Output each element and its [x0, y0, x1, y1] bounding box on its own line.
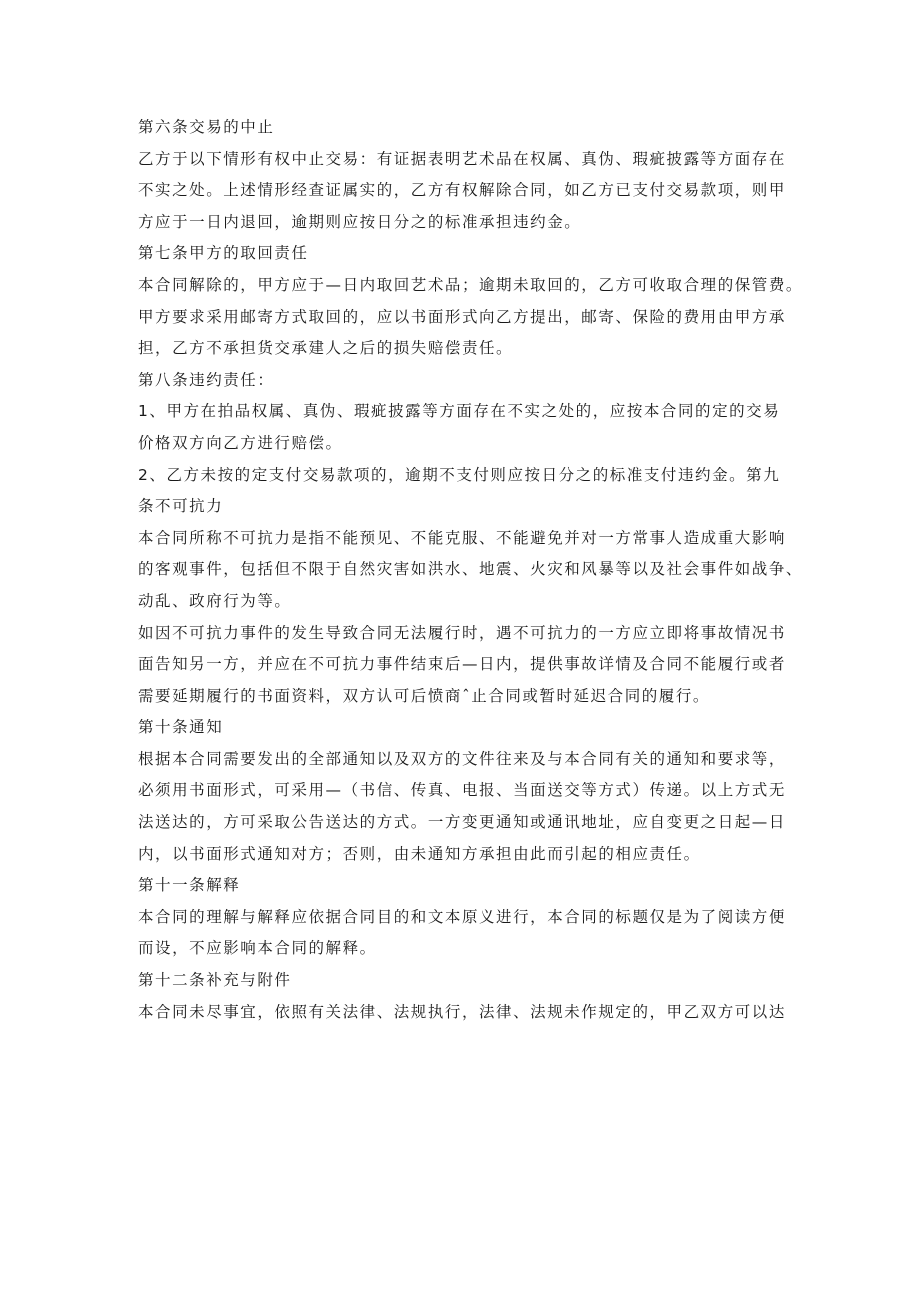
paragraph-line: 必须用书面形式，可采用—（书信、传真、电报、当面送交等方式）传递。以上方式无: [138, 781, 786, 800]
document-body: [138, 112, 803, 1028]
paragraph-line: 内，以书面形式通知对方；否则，由未通知方承担由此而引起的相应责任。: [138, 844, 701, 863]
paragraph-line: 需要延期履行的书面资料，双方认可后愤商ˆ止合同或暂时延迟合同的履行。: [138, 686, 710, 705]
paragraph-line: 的客观事件，包括但不限于自然灾害如洪水、地震、火灾和风暴等以及社会事件如战争、: [138, 560, 803, 579]
paragraph-line: 担，乙方不承担货交承建人之后的损失赔偿责任。: [138, 339, 514, 358]
paragraph-line: 而设，不应影响本合同的解释。: [138, 939, 377, 958]
paragraph-line: 方应于一日内退回，逾期则应按日分之的标准承担违约金。: [138, 212, 582, 231]
paragraph-line: 本合同所称不可抗力是指不能预见、不能克服、不能避免并对一方常事人造成重大影响: [138, 528, 786, 547]
paragraph-line: 条不可抗力: [138, 497, 224, 516]
paragraph-line: 根据本合同需要发出的全部通知以及双方的文件往来及与本合同有关的通知和要求等，: [138, 749, 786, 768]
paragraph-line: 本合同解除的，甲方应于—日内取回艺术品；逾期未取回的，乙方可收取合理的保管费。: [138, 275, 803, 294]
paragraph-line: 本合同未尽事宜，依照有关法律、法规执行，法律、法规未作规定的，甲乙双方可以达: [138, 1002, 786, 1021]
paragraph-line: 动乱、政府行为等。: [138, 591, 292, 610]
paragraph-line: 2、乙方未按的定支付交易款项的，逾期不支付则应按日分之的标准支付违约金。第九: [138, 465, 781, 484]
paragraph-line: 法送达的，方可采取公告送达的方式。一方变更通知或通讯地址，应自变更之日起—日: [138, 813, 786, 832]
paragraph-line: 如因不可抗力事件的发生导致合同无法履行时，遇不可抗力的一方应立即将事故情况书: [138, 623, 786, 642]
heading-article-8: 第八条违约责任：: [138, 370, 275, 389]
paragraph-line: 乙方于以下情形有权中止交易：有证据表明艺术品在权属、真伪、瑕疵披露等方面存在: [138, 149, 786, 168]
heading-article-6: 第六条交易的中止: [138, 118, 275, 136]
paragraph-line: 不实之处。上述情形经查证属实的，乙方有权解除合同，如乙方已支付交易款项，则甲: [138, 181, 786, 200]
paragraph-line: 1、甲方在拍品权属、真伪、瑕疵披露等方面存在不实之处的，应按本合同的定的交易: [138, 402, 781, 421]
paragraph-line: 面告知另一方，并应在不可抗力事件结束后—日内，提供事故详情及合同不能履行或者: [138, 655, 786, 674]
paragraph-line: 本合同的理解与解释应依据合同目的和文本原义进行，本合同的标题仅是为了阅读方便: [138, 907, 786, 926]
heading-article-12: 第十二条补充与附件: [138, 971, 292, 990]
paragraph-line: 价格双方向乙方进行赔偿。: [138, 433, 343, 452]
paragraph-line: 甲方要求采用邮寄方式取回的，应以书面形式向乙方提出，邮寄、保险的费用由甲方承: [138, 307, 786, 326]
heading-article-11: 第十一条解释: [138, 876, 241, 895]
heading-article-10: 第十条通知: [138, 718, 224, 737]
heading-article-7: 第七条甲方的取回责任: [138, 244, 309, 263]
